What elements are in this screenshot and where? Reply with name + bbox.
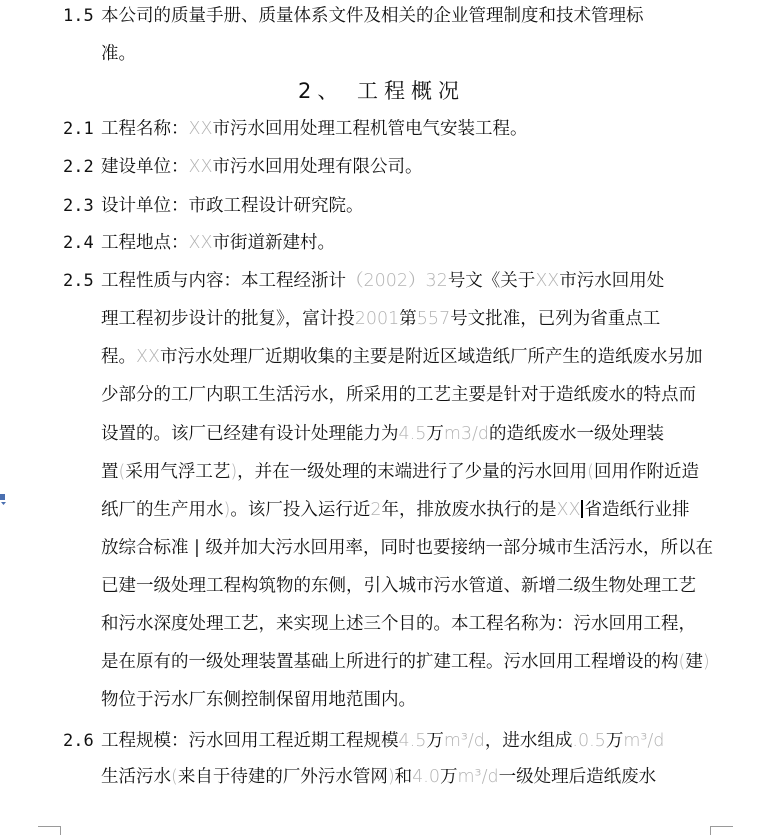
item-2-4-number: 2.4 — [63, 233, 94, 253]
item-2-5-line-1: 工程性质与内容：本工程经浙计（2002）32号文《关于XX市污水回用处 — [101, 271, 665, 291]
item-2-5-line-4: 少部分的工厂内职工生活污水，所采用的工艺主要是针对于造纸废水的特点而 — [101, 385, 696, 405]
item-2-5-line-5: 设置的。该厂已经建有设计处理能力为4.5万m3/d的造纸废水一级处理装 — [101, 424, 665, 444]
item-2-6-line-2: 生活污水(来自于待建的厂外污水管网)和4.0万m³/d一级处理后造纸废水 — [101, 767, 657, 787]
item-2-3-number: 2.3 — [63, 196, 94, 216]
item-2-3-text: 设计单位：市政工程设计研究院。 — [101, 196, 364, 216]
item-1-5-number: 1.5 — [63, 6, 94, 26]
item-2-5-number: 2.5 — [63, 271, 94, 291]
paragraph-marker-icon[interactable] — [0, 492, 7, 506]
item-2-5-line-10: 和污水深度处理工艺，来实现上述三个目的。本工程名称为：污水回用工程， — [101, 614, 696, 634]
item-2-5-line-8: 放综合标准 | 级并加大污水回用率，同时也要接纳一部分城市生活污水，所以在 — [101, 538, 714, 558]
item-2-5-line-2: 理工程初步设计的批复》，富计投2001第557号文批准，已列为省重点工 — [101, 309, 661, 329]
item-2-2-number: 2.2 — [63, 157, 94, 177]
item-2-6-number: 2.6 — [63, 731, 94, 751]
item-2-5-line-11: 是在原有的一级处理装置基础上所进行的扩建工程。污水回用工程增设的构(建) — [101, 652, 710, 672]
item-1-5-line-2: 准。 — [101, 44, 136, 64]
item-2-1-number: 2.1 — [63, 119, 94, 139]
item-2-5-line-9: 已建一级处理工程构筑物的东侧，引入城市污水管道、新增二级生物处理工艺 — [101, 576, 696, 596]
item-2-5-line-3: 程。XX市污水处理厂近期收集的主要是附近区域造纸厂所产生的造纸废水另加 — [101, 347, 703, 367]
item-1-5-line-1: 本公司的质量手册、质量体系文件及相关的企业管理制度和技术管理标 — [101, 6, 644, 26]
item-2-1-text: 工程名称：XX市污水回用处理工程机管电气安装工程。 — [101, 119, 528, 139]
item-2-5-line-6: 置(采用气浮工艺)，并在一级处理的末端进行了少量的污水回用(回用作附近造 — [101, 462, 699, 482]
item-2-2-text: 建设单位：XX市污水回用处理有限公司。 — [101, 157, 423, 177]
item-2-5-line-12: 物位于污水厂东侧控制保留用地范围内。 — [101, 690, 416, 710]
item-2-5-line-7: 纸厂的生产用水)。该厂投入运行近2年，排放废水执行的是XX 省造纸行业排 — [101, 500, 690, 520]
item-2-6-line-1: 工程规模：污水回用工程近期工程规模4.5万m³/d，进水组成.0.5万m³/d — [101, 731, 665, 751]
section-heading: 2、 工程概况 — [298, 79, 466, 103]
item-2-4-text: 工程地点：XX市街道新建村。 — [101, 233, 335, 253]
